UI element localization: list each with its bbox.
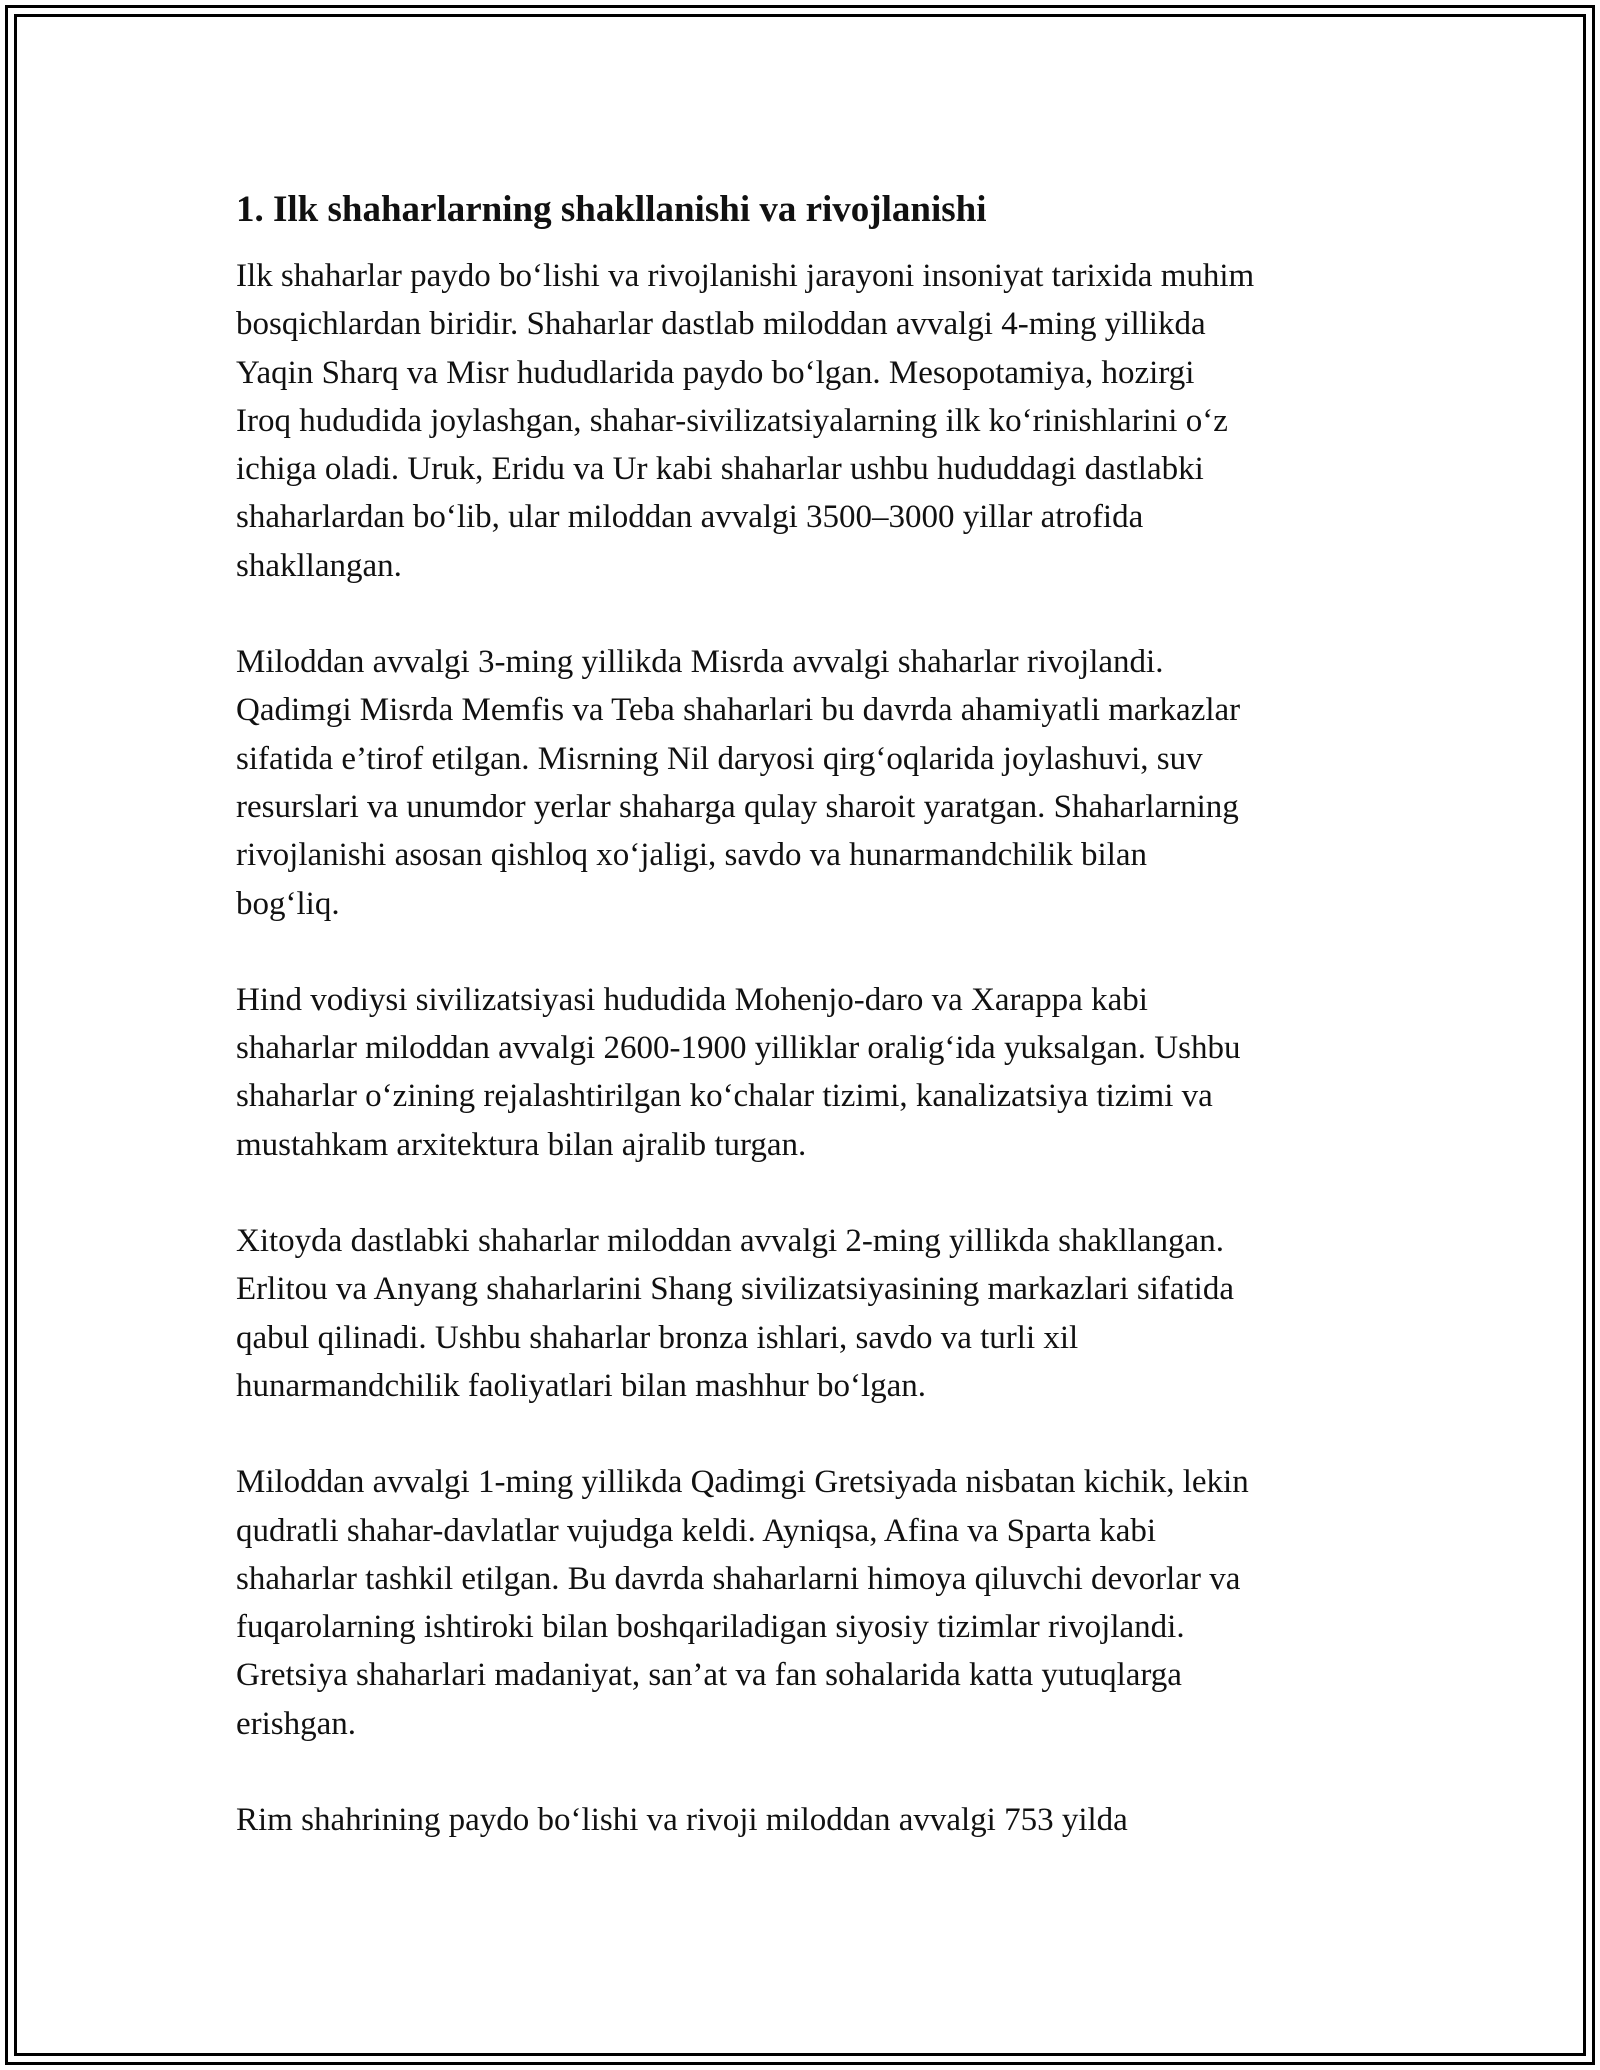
- paragraph: [236, 252, 1386, 590]
- section-heading: 1. Ilk shaharlarning shakllanishi va rivojlanishi: [236, 189, 987, 230]
- paragraph-line: resurslari va unumdor yerlar shaharga qulay sharoit yaratgan. Shaharlarning: [236, 788, 1239, 825]
- paragraph-line: Erlitou va Anyang shaharlarini Shang sivilizatsiyasining markazlari sifatida: [236, 1271, 1234, 1308]
- paragraph-line: erishgan.: [236, 1705, 357, 1742]
- paragraph-line: rivojlanishi asosan qishloq xo‘jaligi, savdo va hunarmandchilik bilan: [236, 837, 1148, 874]
- paragraph-line: Iroq hududida joylashgan, shahar-sivilizatsiyalarning ilk ko‘rinishlarini o‘z: [236, 402, 1228, 439]
- paragraph-list: [236, 252, 1386, 1844]
- paragraph: [236, 1217, 1386, 1410]
- paragraph-line: sifatida e’tirof etilgan. Misrning Nil daryosi qirg‘oqlarida joylashuvi, suv: [236, 740, 1203, 777]
- paragraph-line: Ilk shaharlar paydo bo‘lishi va rivojlanishi jarayoni insoniyat tarixida muhim: [236, 258, 1255, 294]
- paragraph-line: Miloddan avvalgi 3-ming yillikda Misrda avvalgi shaharlar rivojlandi.: [236, 644, 1164, 681]
- document-body: [236, 186, 1386, 1892]
- paragraph-line: shaharlar tashkil etilgan. Bu davrda shaharlarni himoya qiluvchi devorlar va: [236, 1560, 1241, 1597]
- paragraph-line: ichiga oladi. Uruk, Eridu va Ur kabi shaharlar ushbu hududdagi dastlabki: [236, 451, 1204, 488]
- paragraph-line: shakllangan.: [236, 547, 402, 584]
- paragraph-line: Qadimgi Misrda Memfis va Teba shaharlari bu davrda ahamiyatli markazlar: [236, 692, 1241, 729]
- paragraph-line: shaharlar o‘zining rejalashtirilgan ko‘chalar tizimi, kanalizatsiya tizimi va: [236, 1078, 1213, 1115]
- paragraph-line: fuqarolarning ishtiroki bilan boshqariladigan siyosiy tizimlar rivojlandi.: [236, 1609, 1185, 1646]
- paragraph-line: bosqichlardan biridir. Shaharlar dastlab miloddan avvalgi 4-ming yillikda: [236, 306, 1206, 343]
- paragraph-line: Miloddan avvalgi 1-ming yillikda Qadimgi Gretsiyada nisbatan kichik, lekin: [236, 1464, 1249, 1501]
- paragraph-line: mustahkam arxitektura bilan ajralib turgan.: [236, 1126, 807, 1163]
- paragraph-line: Hind vodiysi sivilizatsiyasi hududida Mohenjo-daro va Xarappa kabi: [236, 981, 1148, 1018]
- paragraph-line: qudratli shahar-davlatlar vujudga keldi. Ayniqsa, Afina va Sparta kabi: [236, 1512, 1157, 1549]
- paragraph-line: hunarmandchilik faoliyatlari bilan mashhur bo‘lgan.: [236, 1367, 927, 1404]
- paragraph-line: qabul qilinadi. Ushbu shaharlar bronza ishlari, savdo va turli xil: [236, 1319, 1079, 1356]
- paragraph: [236, 1458, 1386, 1748]
- paragraph: [236, 1796, 1386, 1844]
- paragraph-line: Gretsiya shaharlari madaniyat, san’at va fan sohalarida katta yutuqlarga: [236, 1657, 1182, 1694]
- paragraph: [236, 638, 1386, 928]
- paragraph-line: bog‘liq.: [236, 885, 340, 922]
- paragraph-line: shaharlar miloddan avvalgi 2600-1900 yilliklar oralig‘ida yuksalgan. Ushbu: [236, 1030, 1241, 1067]
- paragraph-line: Rim shahrining paydo bo‘lishi va rivoji miloddan avvalgi 753 yilda: [236, 1802, 1128, 1839]
- paragraph-line: Yaqin Sharq va Misr hududlarida paydo bo‘lgan. Mesopotamiya, hozirgi: [236, 354, 1195, 391]
- paragraph-line: shaharlardan bo‘lib, ular miloddan avvalgi 3500–3000 yillar atrofida: [236, 499, 1144, 536]
- paragraph: [236, 976, 1386, 1169]
- paragraph-line: Xitoyda dastlabki shaharlar miloddan avvalgi 2-ming yillikda shakllangan.: [236, 1223, 1224, 1260]
